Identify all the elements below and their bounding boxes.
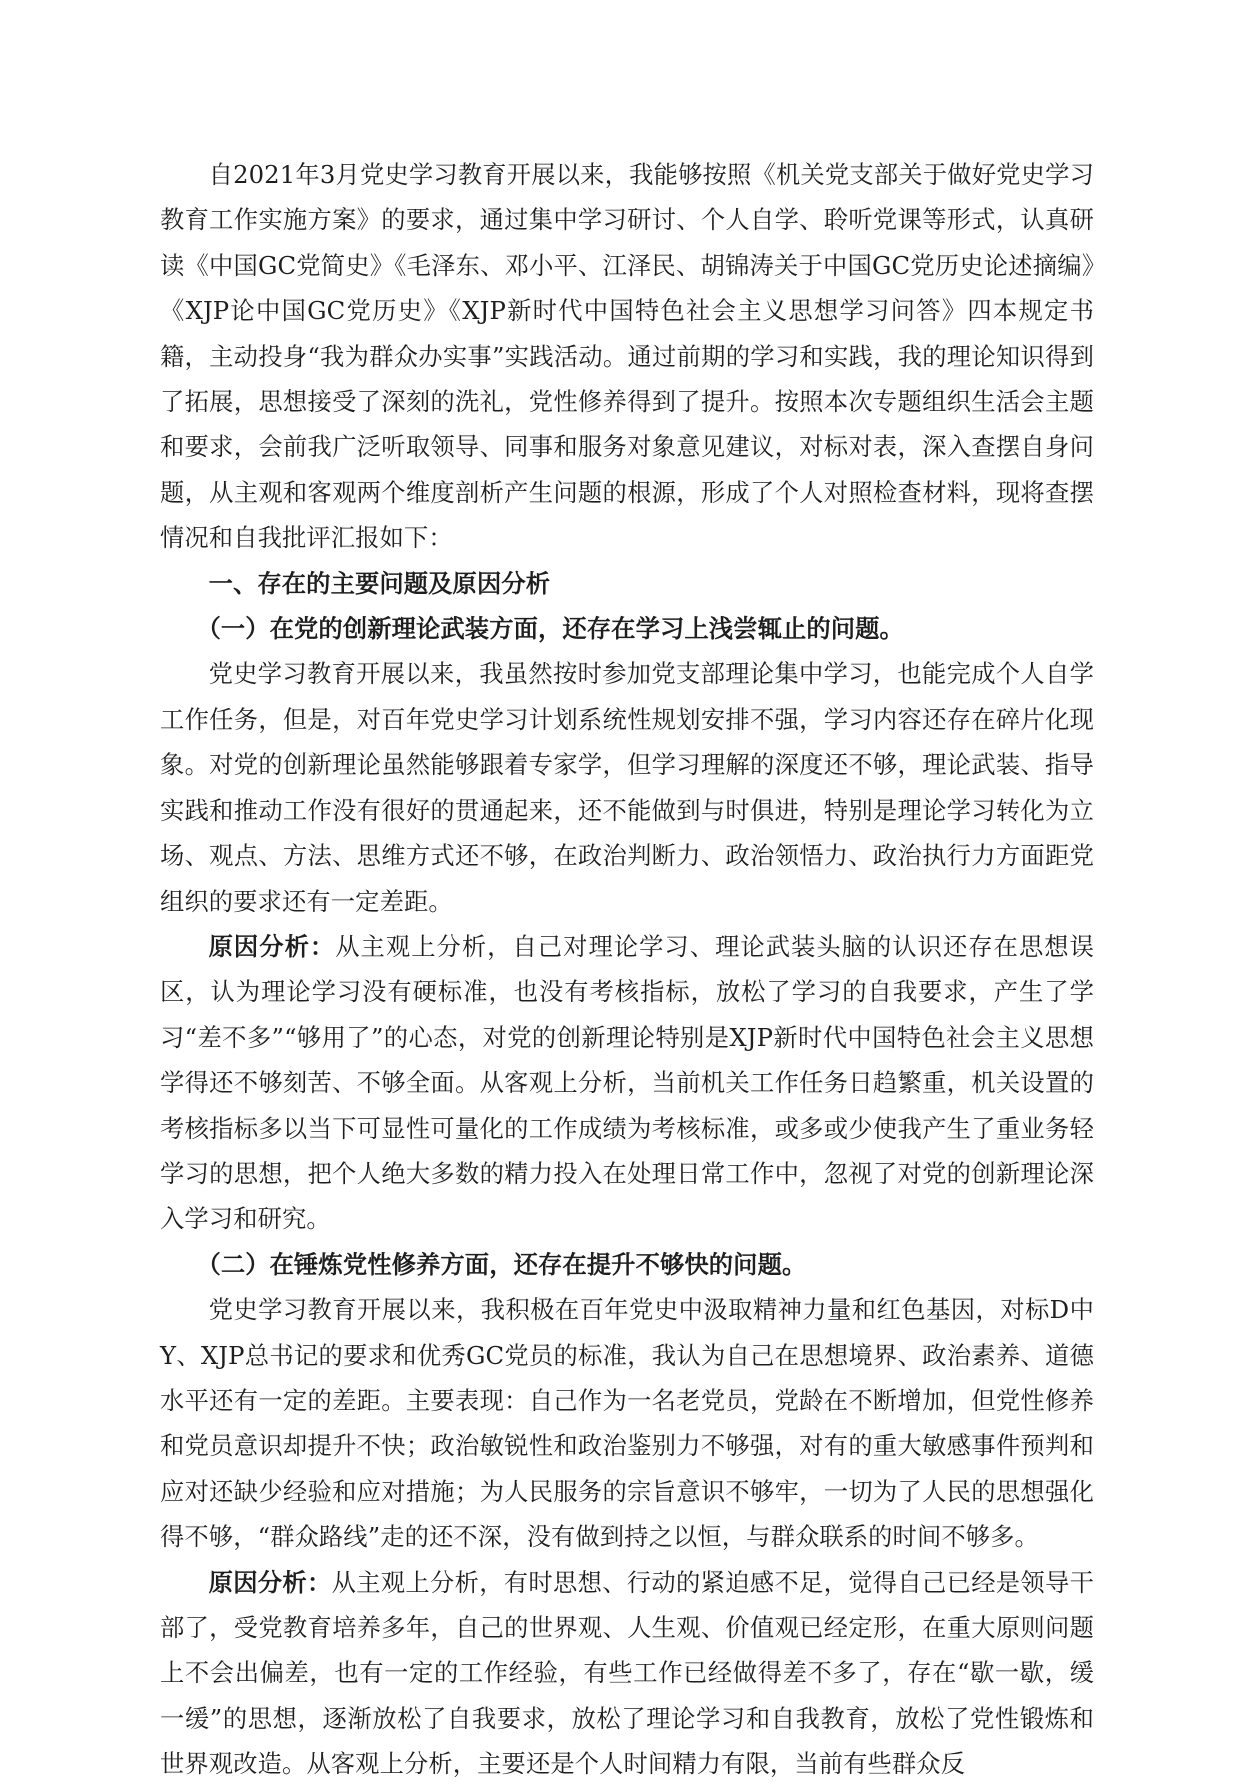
analysis-text-1: 从主观上分析，自己对理论学习、理论武装头脑的认识还存在思想误区，认为理论学习没有硬标准，也没有考核指标，放松了学习的自我要求，产生了学习“差不多”“够用了”的心态，对党的创新理论特别是XJP新时代中国特色社会主义思想学得还不够刻苦、不够全面。从客观上分析，当前机关工作任务日趋繁重，机关设置的考核指标多以当下可显性可量化的工作成绩为考核标准，或多或少使我产生了重业务轻学习的思想，把个人绝大多数的精力投入在处理日常工作中，忽视了对党的创新理论深入学习和研究。	[160, 931, 1095, 1234]
section-heading: 一、存在的主要问题及原因分析	[208, 568, 551, 598]
analysis-paragraph-1	[160, 924, 1094, 1242]
intro-paragraph: 自2021年3月党史学习教育开展以来，我能够按照《机关党支部关于做好党史学习教育工作实施方案》的要求，通过集中学习研讨、个人自学、聆听党课等形式，认真研读《中国GC党简史》《毛泽东、邓小平、江泽民、胡锦涛关于中国GC党历史论述摘编》《XJP论中国GC党历史》《XJP新时代中国特色社会主义思想学习问答》四本规定书籍，主动投身“我为群众办实事”实践活动。通过前期的学习和实践，我的理论知识得到了拓展，思想接受了深刻的洗礼，党性修养得到了提升。按照本次专题组织生活会主题和要求，会前我广泛听取领导、同事和服务对象意见建议，对标对表，深入查摆自身问题，从主观和客观两个维度剖析产生问题的根源，形成了个人对照检查材料，现将查摆情况和自我批评汇报如下：	[160, 160, 1094, 553]
subsection-heading-1: （一）在党的创新理论武装方面，还存在学习上浅尝辄止的问题。	[196, 614, 904, 644]
document-page	[160, 152, 1094, 1787]
analysis-label-2: 原因分析：	[208, 1567, 332, 1597]
analysis-text-2: 从主观上分析，有时思想、行动的紧迫感不足，觉得自己已经是领导干部了，受党教育培养多年，自己的世界观、人生观、价值观已经定形，在重大原则问题上不会出偏差，也有一定的工作经验，有些工作已经做得差不多了，存在“歇一歇，缓一缓”的思想，逐渐放松了自我要求，放松了理论学习和自我教育，放松了党性锻炼和世界观改造。从客观上分析，主要还是个人时间精力有限，当前有些群众反	[160, 1567, 1094, 1779]
subsection-heading-2: （二）在锤炼党性修养方面，还存在提升不够快的问题。	[196, 1249, 807, 1279]
analysis-paragraph-2	[160, 1560, 1094, 1787]
subsection-body-2: 党史学习教育开展以来，我积极在百年党史中汲取精神力量和红色基因，对标D中Y、XJP总书记的要求和优秀GC党员的标准，我认为自己在思想境界、政治素养、道德水平还有一定的差距。主要表现：自己作为一名老党员，党龄在不断增加，但党性修养和党员意识却提升不快；政治敏锐性和政治鉴别力不够强，对有的重大敏感事件预判和应对还缺少经验和应对措施；为人民服务的宗旨意识不够牢，一切为了人民的思想强化得不够，“群众路线”走的还不深，没有做到持之以恒，与群众联系的时间不够多。	[160, 1295, 1094, 1552]
subsection-body-1: 党史学习教育开展以来，我虽然按时参加党支部理论集中学习，也能完成个人自学工作任务，但是，对百年党史学习计划系统性规划安排不强，学习内容还存在碎片化现象。对党的创新理论虽然能够跟着专家学，但学习理解的深度还不够，理论武装、指导实践和推动工作没有很好的贯通起来，还不能做到与时俱进，特别是理论学习转化为立场、观点、方法、思维方式还不够，在政治判断力、政治领悟力、政治执行力方面距党组织的要求还有一定差距。	[160, 659, 1094, 916]
analysis-label-1: 原因分析：	[208, 931, 336, 961]
